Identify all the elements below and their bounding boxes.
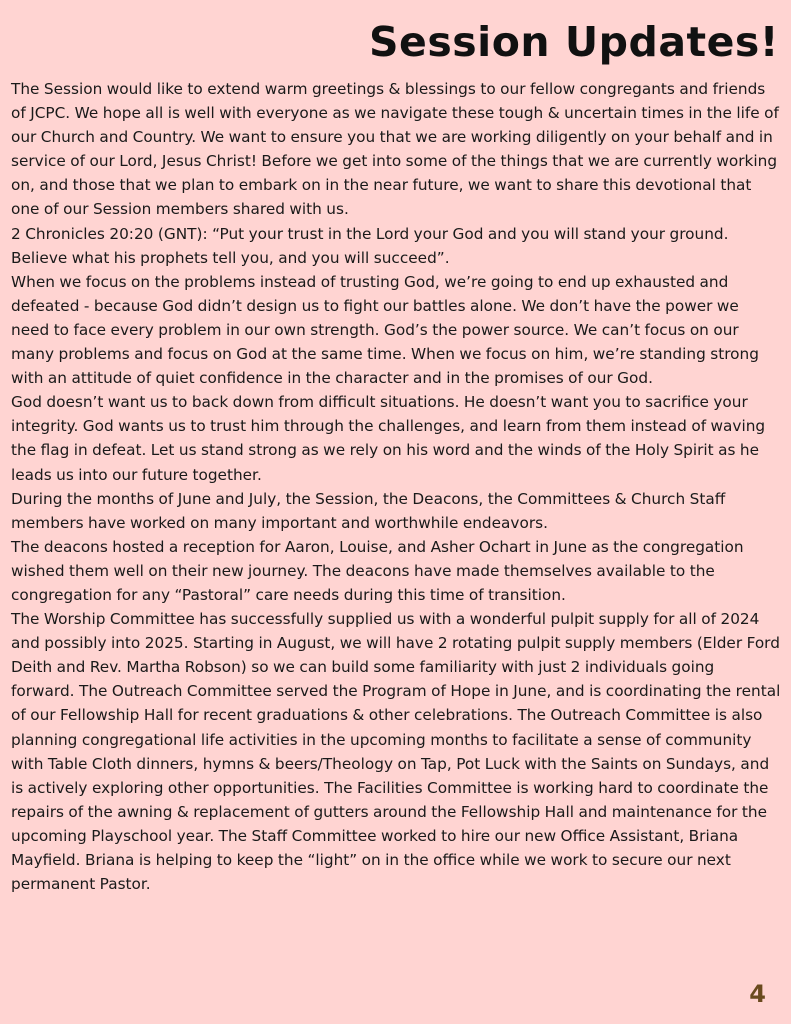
paragraph-scripture: 2 Chronicles 20:20 (GNT): “Put your trust in the Lord your God and you will stand your ground. Believe what his prophets tell you, and you will succeed”. [11, 224, 729, 267]
paragraph-summer-overview: During the months of June and July, the Session, the Deacons, the Committees & Church Staff members have worked on many important and worthwhile endeavors. [11, 489, 726, 532]
paragraph-greeting: The Session would like to extend warm greetings & blessings to our fellow congregants and friends of JCPC. We hope all is well with everyone as we navigate these tough & uncertain times in the life of our Church and Country. We want to ensure you that we are working diligently on your behalf and in service of our Lord, Jesus Christ! Before we get into some of the things that we are currently working on, and those that we plan to embark on in the near future, we want to share this devotional that one of our Session members shared with us. [11, 80, 779, 219]
page-title: Session Updates! [369, 18, 779, 66]
article-body [11, 77, 781, 896]
paragraph-deacons: The deacons hosted a reception for Aaron, Louise, and Asher Ochart in June as the congregation wished them well on their new journey. The deacons have made themselves available to the congregation for any “Pastoral” care needs during this time of transition. [11, 537, 744, 604]
paragraph-devotional-stand-strong: God doesn’t want us to back down from difficult situations. He doesn’t want you to sacrifice your integrity. God wants us to trust him through the challenges, and learn from them instead of waving the flag in defeat. Let us stand strong as we rely on his word and the winds of the Holy Spirit as he leads us into our future together. [11, 393, 766, 484]
paragraph-committees: The Worship Committee has successfully supplied us with a wonderful pulpit supply for all of 2024 and possibly into 2025. Starting in August, we will have 2 rotating pulpit supply members (Elder Ford Deith and Rev. Martha Robson) so we can build some familiarity with just 2 individuals going forward. The Outreach Committee served the Program of Hope in June, and is coordinating the rental of our Fellowship Hall for recent graduations & other celebrations. The Outreach Committee is also planning congregational life activities in the upcoming months to facilitate a sense of community with Table Cloth dinners, hymns & beers/Theology on Tap, Pot Luck with the Saints on Sundays, and is actively exploring other opportunities. The Facilities Committee is working hard to coordinate the repairs of the awning & replacement of gutters around the Fellowship Hall and maintenance for the upcoming Playschool year. The Staff Committee worked to hire our new Office Assistant, Briana Mayfield. Briana is helping to keep the “light” on in the office while we work to secure our next permanent Pastor. [11, 610, 781, 894]
page-number: 4 [749, 980, 766, 1008]
paragraph-devotional-focus: When we focus on the problems instead of trusting God, we’re going to end up exhausted and defeated - because God didn’t design us to fight our battles alone. We don’t have the power we need to face every problem in our own strength. God’s the power source. We can’t focus on our many problems and focus on God at the same time. When we focus on him, we’re standing strong with an attitude of quiet confidence in the character and in the promises of our God. [11, 272, 759, 388]
